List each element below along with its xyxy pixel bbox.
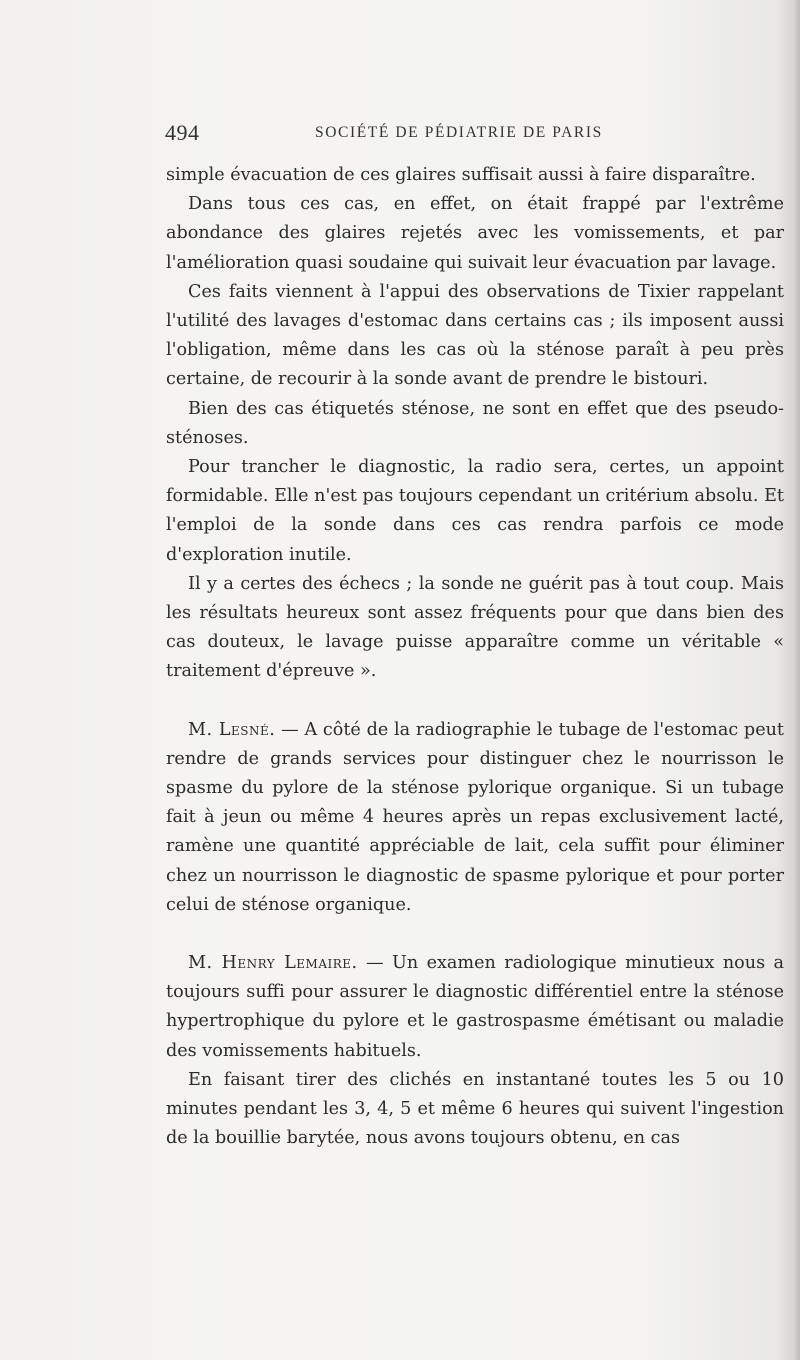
paragraph: Dans tous ces cas, en effet, on était frappé par l'extrême abondance des glaires rejetés avec les vomissements, et par l'amélioration quasi soudaine qui suivait leur évacuation par lavage. (166, 194, 784, 273)
paragraph: simple évacuation de ces glaires suffisait aussi à faire disparaître. (166, 165, 756, 185)
paragraph: Pour trancher le diagnostic, la radio sera, certes, un appoint formidable. Elle n'est pas toujours cependant un critérium absolu. Et l'emploi de la sonde dans ces cas rendra parfois ce mode d'exploration inutile. (166, 457, 784, 565)
speaker-name: M. Henry Lemaire. (188, 953, 358, 974)
paragraph-text: — A côté de la radiographie le tubage de l'estomac peut rendre de grands services pour distinguer chez le nourrisson le spasme du pylore de la sténose pylorique organique. Si un tubage fait à jeun ou même 4 heures après un repas exclusivement lacté, ramène une quantité appréciable de lait, cela suffit pour éliminer chez un nourrisson le diagnostic de spasme pylorique et pour porter celui de sténose organique. (166, 719, 785, 915)
body-text (166, 161, 784, 1154)
running-title: SOCIÉTÉ DE PÉDIATRIE DE PARIS (315, 124, 603, 141)
page-header (165, 120, 785, 150)
discussion-paragraph-lesne (166, 716, 784, 920)
paragraph: Ces faits viennent à l'appui des observations de Tixier rappelant l'utilité des lavages d'estomac dans certains cas ; ils imposent aussi l'obligation, même dans les cas où la sténose paraît à peu près certaine, de recourir à la sonde avant de prendre le bistouri. (166, 281, 784, 390)
paragraph: Il y a certes des échecs ; la sonde ne guérit pas à tout coup. Mais les résultats heureux sont assez fréquents pour que dans bien des cas douteux, le lavage puisse apparaître comme un véritable « traitement d'épreuve ». (166, 573, 784, 682)
discussion-paragraph-lemaire (166, 949, 784, 1066)
paragraph-text: — Un examen radiologique minutieux nous a toujours suffi pour assurer le diagnostic différentiel entre la sténose hypertrophique du pylore et le gastrospasme émétisant ou maladie des vomissements habituels. (166, 953, 785, 1061)
page-edge-shadow (794, 0, 800, 1360)
speaker-name: M. Lesné. (188, 719, 276, 740)
page-number: 494 (165, 120, 200, 145)
paragraph: En faisant tirer des clichés en instantané toutes les 5 ou 10 minutes pendant les 3, 4, 5 et même 6 heures qui suivent l'ingestion de la bouillie barytée, nous avons toujours obtenu, en cas (166, 1069, 784, 1149)
paragraph: Bien des cas étiquetés sténose, ne sont en effet que des pseudo-sténoses. (166, 398, 784, 448)
